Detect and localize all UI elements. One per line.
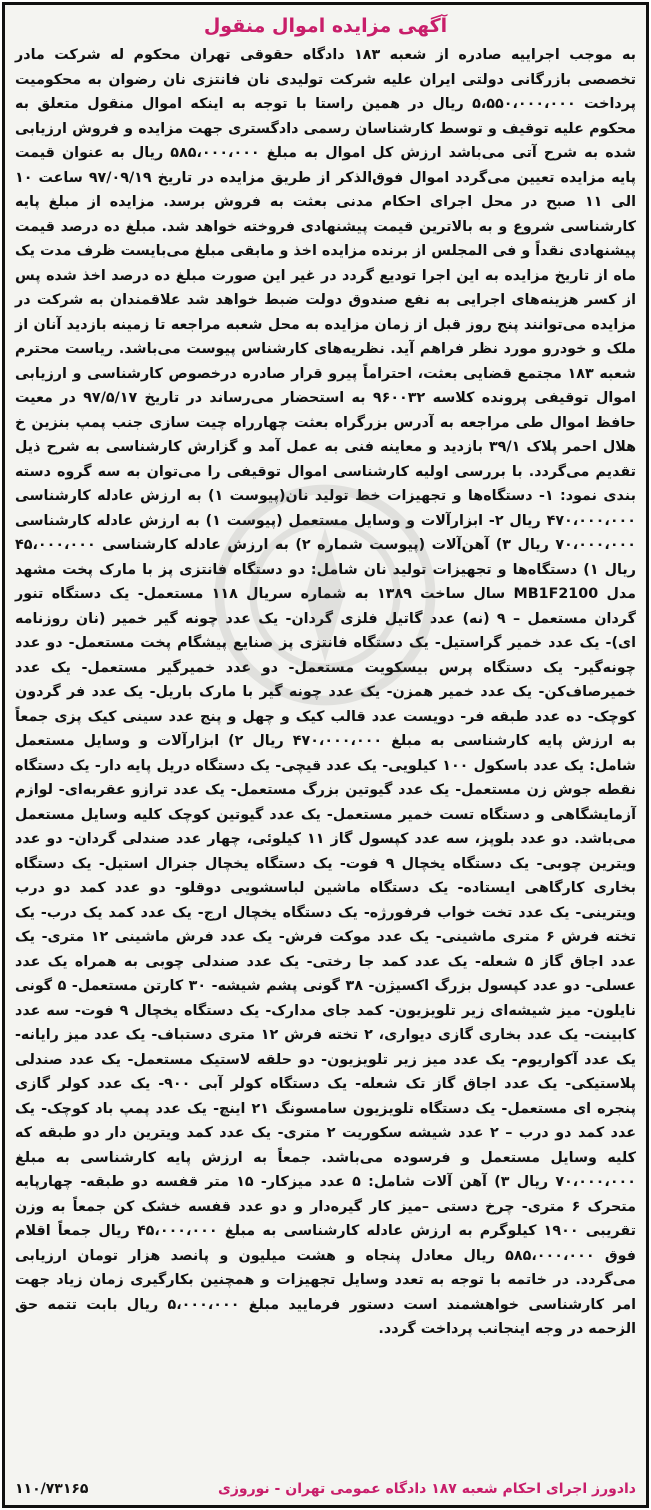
notice-footer [5,1477,646,1501]
notice-body: به موجب اجراییه صادره از شعبه ۱۸۳ دادگاه حقوقی تهران محکوم له شرکت مادر تخصصی بازرگانی دولتی ایران علیه شرکت تولیدی نان فانتزی نان رضوان به محکومیت پرداخت ۵،۵۵۰،۰۰۰،۰۰۰ ریال در همین راستا با توجه به اینکه اموال منقول متعلق به محکوم علیه توقیف و توسط کارشناسان رسمی دادگستری جهت مزایده و فروش ارزیابی شده به شرح آتی می‌باشد ارزش کل اموال به مبلغ ۵۸۵،۰۰۰،۰۰۰ ریال به عنوان قیمت پایه مزایده تعیین می‌گردد اموال فوق‌الذکر از طریق مزایده در تاریخ ۹۷/۰۹/۱۹ ساعت ۱۰ الی ۱۱ صبح در محل اجرای احکام مدنی بعثت به فروش برسد. مزایده از مبلغ پایه کارشناسی شروع و به بالاترین قیمت پیشنهادی فروخته خواهد شد. مبلغ ده درصد قیمت پیشنهادی نقداً و فی المجلس از برنده مزایده اخذ و مابقی مبلغ می‌بایست ظرف مدت یک ماه از تاریخ مزایده به این اجرا تودیع گردد در غیر این صورت مبلغ ده درصد اخذ شده پس از کسر هزینه‌های اجرایی به نفع صندوق دولت ضبط خواهد شد علاقمندان به شرکت در مزایده می‌توانند پنج روز قبل از زمان مزایده به محل شعبه مراجعه تا زمینه بازدید آنان از ملک و خودرو مورد نظر فراهم آید. نظریه‌های کارشناس پیوست می‌باشد. ریاست محترم شعبه ۱۸۳ مجتمع قضایی بعثت، احتراماً پیرو قرار صادره درخصوص کارشناسی و ارزیابی اموال توقیفی پرونده کلاسه ۹۶۰۰۳۲ به استحضار می‌رساند در تاریخ ۹۷/۵/۱۷ در معیت حافظ اموال طی مراجعه به آدرس بزرگراه بعثت چهارراه چیت سازی جنب پمپ بنزین خ هلال احمر پلاک ۳۹/۱ بازدید و معاینه فنی به عمل آمد و گزارش کارشناسی به شرح ذیل تقدیم می‌گردد. با بررسی اولیه کارشناسی اموال توقیفی را می‌توان به سه گروه دسته بندی نمود: ۱- دستگاه‌ها و تجهیزات خط تولید نان(پیوست ۱) به ارزش عادله کارشناسی ۴۷۰،۰۰۰،۰۰۰ ریال ۲- ابزارآلات و وسایل مستعمل (پیوست ۱) به ارزش عادله کارشناسی ۷۰،۰۰۰،۰۰۰ ریال ۳) آهن‌آلات (پیوست شماره ۲) به ارزش عادله کارشناسی ۴۵،۰۰۰،۰۰۰ ریال ۱) دستگاه‌ها و تجهیزات تولید نان شامل: دو دستگاه فانتزی پز با مارک پخت مشهد مدل MB1F2100 سال ساخت ۱۳۸۹ به شماره سریال ۱۱۸ مستعمل- یک دستگاه تنور گردان مستعمل – ۹ (نه) عدد گاتیل فلزی گردان- یک عدد چونه گیر خمیر (نان روزنامه ای)- یک عدد خمیر گراستیل- یک دستگاه فانتزی پز صنایع پیشگام پخت مستعمل- دو عدد چونه‌گیر- یک دستگاه پرس بیسکویت مستعمل- دو عدد خمیرگیر مستعمل- یک عدد خمیرصاف‌کن- یک عدد خمیر همزن- یک عدد چونه گیر با مارک باریل- یک عدد فر گردون کوچک- ده عدد طبقه فر- دویست عدد قالب کیک و چهل و پنج عدد سینی کیک پزی جمعاً به ارزش پایه کارشناسی به مبلغ ۴۷۰،۰۰۰،۰۰۰ ریال ۲) ابزارآلات و وسایل مستعمل شامل: یک عدد باسکول ۱۰۰ کیلویی- یک عدد قیچی- یک دستگاه دریل پایه دار- یک دستگاه نقطه جوش زن مستعمل- یک عدد گیوتین بزرگ مستعمل- یک عدد ترازو عقربه‌ای- لوازم آزمایشگاهی و دستگاه تست خمیر مستعمل- یک عدد گیوتین کوچک کلیه وسایل مستعمل می‌باشد. دو عدد بلوپز، سه عدد کپسول گاز ۱۱ کیلوئی، چهار عدد صندلی گردان- دو عدد ویترین چوبی- یک دستگاه یخچال ۹ فوت- یک دستگاه یخچال جنرال استیل- یک دستگاه بخاری کارگاهی ایستاده- یک دستگاه ماشین لباسشویی دوقلو- دو عدد کمد دو درب ویترینی- یک عدد تخت خواب فرفورژه- یک دستگاه یخچال ارج- یک عدد کمد یک درب- یک تخته فرش ۶ متری ماشینی- یک عدد موکت فرش- یک عدد فرش ماشینی ۱۲ متری- یک عدد اجاق گاز ۵ شعله- یک عدد کمد جا رختی- یک عدد صندلی چوبی به همراه یک عدد عسلی- دو عدد کپسول بزرگ اکسیژن- ۳۸ گونی پشم شیشه- ۳۰ کارتن مستعمل- ۵ گونی نایلون- میز شیشه‌ای زیر تلویزیون- کمد جای مدارک- یک دستگاه یخچال ۹ فوت- سه عدد کابینت- یک عدد بخاری گازی دیواری، ۲ تخته فرش ۱۲ متری دستباف- یک عدد میز رایانه- یک عدد آکواریوم- یک عدد میز زیر تلویزیون- دو حلقه لاستیک مستعمل- یک عدد صندلی پلاستیکی- یک عدد اجاق گاز تک شعله- یک دستگاه کولر آبی ۹۰۰- یک عدد کولر گازی پنجره ای مستعمل- یک دستگاه تلویزیون سامسونگ ۲۱ اینچ- یک عدد پمپ باد کوچک- یک عدد کمد دو درب – ۲ عدد شیشه سکوریت ۲ متری- یک عدد کمد ویترین دار دو طبقه که کلیه وسایل مستعمل و فرسوده می‌باشد. جمعاً به ارزش پایه کارشناسی به مبلغ ۷۰،۰۰۰،۰۰۰ ریال ۳) آهن آلات شامل: ۵ عدد میزکار- ۱۵ متر قفسه دو طبقه- چهارپایه متحرک ۶ متری- چرخ دستی –میز کار گیره‌دار و دو عدد قفسه خشک کن جمعاً به وزن تقریبی ۱۹۰۰ کیلوگرم به ارزش عادله کارشناسی به مبلغ ۴۵،۰۰۰،۰۰۰ ریال جمعاً اقلام فوق ۵۸۵،۰۰۰،۰۰۰ ریال معادل پنجاه و هشت میلیون و پانصد هزار تومان ارزیابی می‌گردد. در خاتمه با توجه به تعدد وسایل تجهیزات و همچنین بکارگیری زمان زیاد جهت امر کارشناسی خواهشمند است دستور فرمایید مبلغ ۵،۰۰۰،۰۰۰ ریال بابت تتمه حق الزحمه در وجه اینجانب پرداخت گردد. [15,47,637,1337]
notice-frame [2,2,649,1508]
footer-signature: دادورز اجرای احکام شعبه ۱۸۷ دادگاه عمومی تهران - نوروزی [218,1481,636,1497]
footer-code: ۱۱۰/۷۳۱۶۵ [15,1481,89,1497]
notice-title: آگهی مزایده اموال منقول [203,15,448,37]
